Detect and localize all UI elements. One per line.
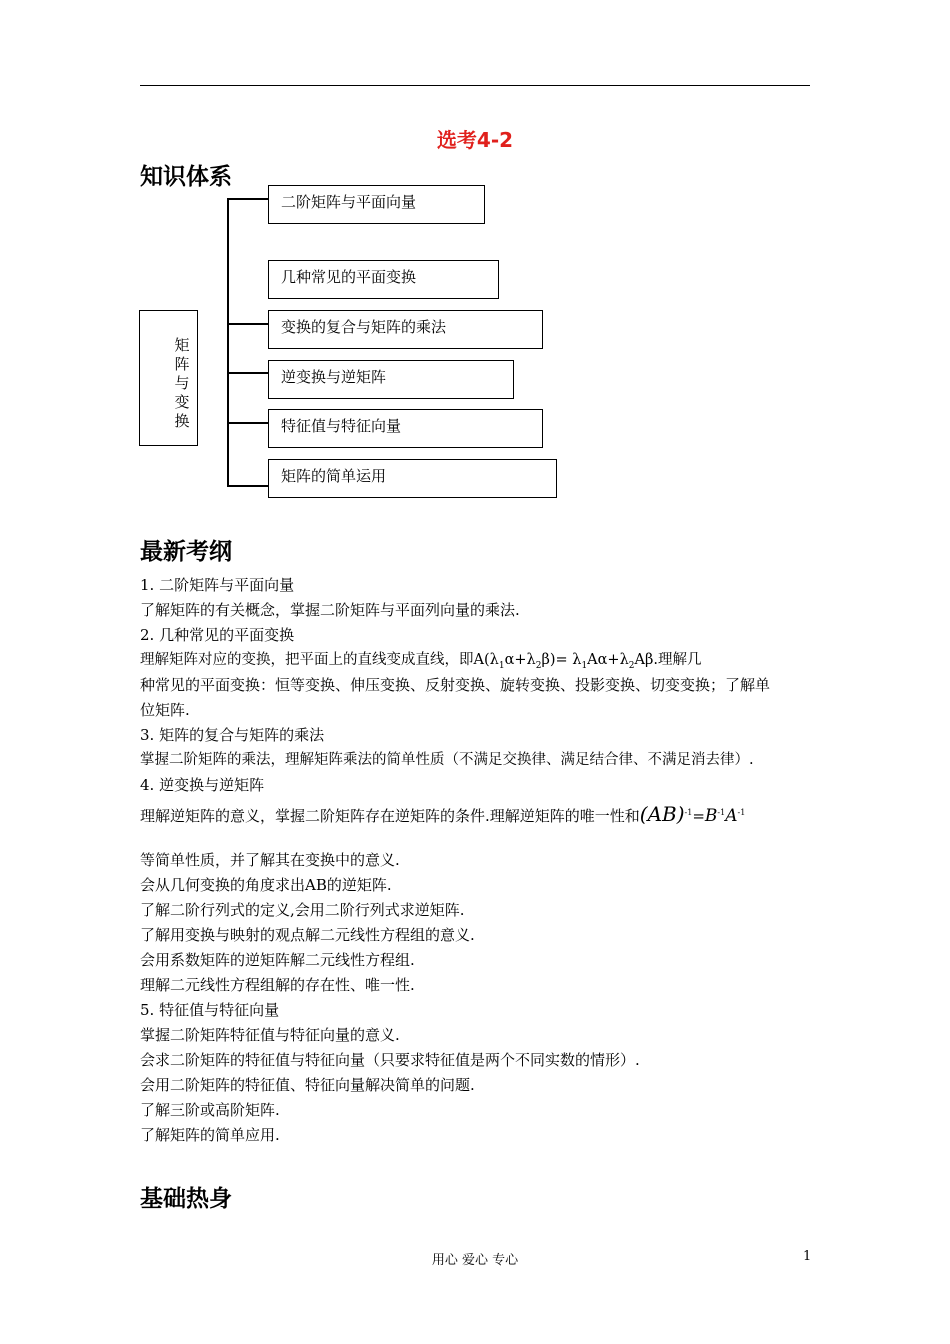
diagram-branch-line bbox=[227, 198, 269, 200]
syllabus-line: 种常见的平面变换：恒等变换、伸压变换、反射变换、旋转变换、投影变换、切变变换；了解单 bbox=[140, 676, 771, 694]
syllabus-item-heading: 4. 逆变换与逆矩阵 bbox=[140, 776, 265, 794]
syllabus-line: 会用二阶矩阵的特征值、特征向量解决简单的问题. bbox=[140, 1076, 475, 1094]
linearity-formula: $A(\lambda_1\alpha+\lambda_2\beta)= \lambda_1A\alpha+\lambda_2A\beta$ bbox=[473, 652, 654, 671]
syllabus-line: 位矩阵. bbox=[140, 701, 190, 719]
section-heading-warmup: 基础热身 bbox=[140, 1186, 232, 1212]
syllabus-line: 了解用变换与映射的观点解二元线性方程组的意义. bbox=[140, 926, 475, 944]
syllabus-item-heading: 1. 二阶矩阵与平面向量 bbox=[140, 576, 295, 594]
syllabus-line: 会求二阶矩阵的特征值与特征向量（只要求特征值是两个不同实数的情形）. bbox=[140, 1051, 640, 1069]
syllabus-line: 会从几何变换的角度求出AB的逆矩阵. bbox=[140, 876, 392, 894]
syllabus-item-heading: 5. 特征值与特征向量 bbox=[140, 1001, 280, 1019]
diagram-branch-line bbox=[227, 372, 269, 374]
inverse-product-formula: $(AB)^{-1}=B^{-1}A^{-1}$ bbox=[639, 802, 746, 826]
diagram-node: 逆变换与逆矩阵 bbox=[268, 360, 514, 399]
diagram-node: 特征值与特征向量 bbox=[268, 409, 543, 448]
diagram-trunk-line bbox=[227, 198, 229, 486]
section-heading-knowledge: 知识体系 bbox=[140, 164, 232, 190]
diagram-branch-line bbox=[227, 422, 269, 424]
document-title: 选考4-2 bbox=[436, 128, 514, 152]
page-number: 1 bbox=[803, 1249, 812, 1264]
syllabus-line: 掌握二阶矩阵的乘法，理解矩阵乘法的简单性质（不满足交换律、满足结合律、不满足消去律）. bbox=[140, 752, 754, 768]
syllabus-line: 理解二元线性方程组解的存在性、唯一性. bbox=[140, 976, 415, 994]
syllabus-line: 了解矩阵的简单应用. bbox=[140, 1126, 280, 1144]
diagram-root-label: 矩阵与变换 bbox=[174, 336, 190, 430]
syllabus-line: 理解逆矩阵的意义，掌握二阶矩阵存在逆矩阵的条件.理解逆矩阵的唯一性和$(AB)^{-1}=B^{-1}A^{-1}$ bbox=[140, 802, 746, 826]
diagram-branch-line bbox=[227, 485, 269, 487]
syllabus-line: 掌握二阶矩阵特征值与特征向量的意义. bbox=[140, 1026, 400, 1044]
header-rule bbox=[140, 85, 810, 86]
syllabus-line: 等简单性质，并了解其在变换中的意义. bbox=[140, 851, 400, 869]
syllabus-line: 了解二阶行列式的定义,会用二阶行列式求逆矩阵. bbox=[140, 901, 465, 919]
diagram-node: 几种常见的平面变换 bbox=[268, 260, 499, 299]
section-heading-syllabus: 最新考纲 bbox=[140, 539, 232, 565]
diagram-node: 二阶矩阵与平面向量 bbox=[268, 185, 485, 224]
diagram-node: 变换的复合与矩阵的乘法 bbox=[268, 310, 543, 349]
syllabus-line: 会用系数矩阵的逆矩阵解二元线性方程组. bbox=[140, 951, 415, 969]
syllabus-line: 了解矩阵的有关概念，掌握二阶矩阵与平面列向量的乘法. bbox=[140, 601, 520, 619]
diagram-node: 矩阵的简单运用 bbox=[268, 459, 557, 498]
footer-motto: 用心 爱心 专心 bbox=[431, 1253, 519, 1268]
diagram-branch-line bbox=[227, 323, 269, 325]
syllabus-item-heading: 3. 矩阵的复合与矩阵的乘法 bbox=[140, 726, 325, 744]
syllabus-line: 了解三阶或高阶矩阵. bbox=[140, 1101, 280, 1119]
syllabus-line: 理解矩阵对应的变换，把平面上的直线变成直线，即$A(\lambda_1\alpha+\lambda_2\beta)= \lambda_1A\alpha+\lambda_2A\beta$.理解几 bbox=[140, 652, 702, 671]
syllabus-item-heading: 2. 几种常见的平面变换 bbox=[140, 626, 295, 644]
